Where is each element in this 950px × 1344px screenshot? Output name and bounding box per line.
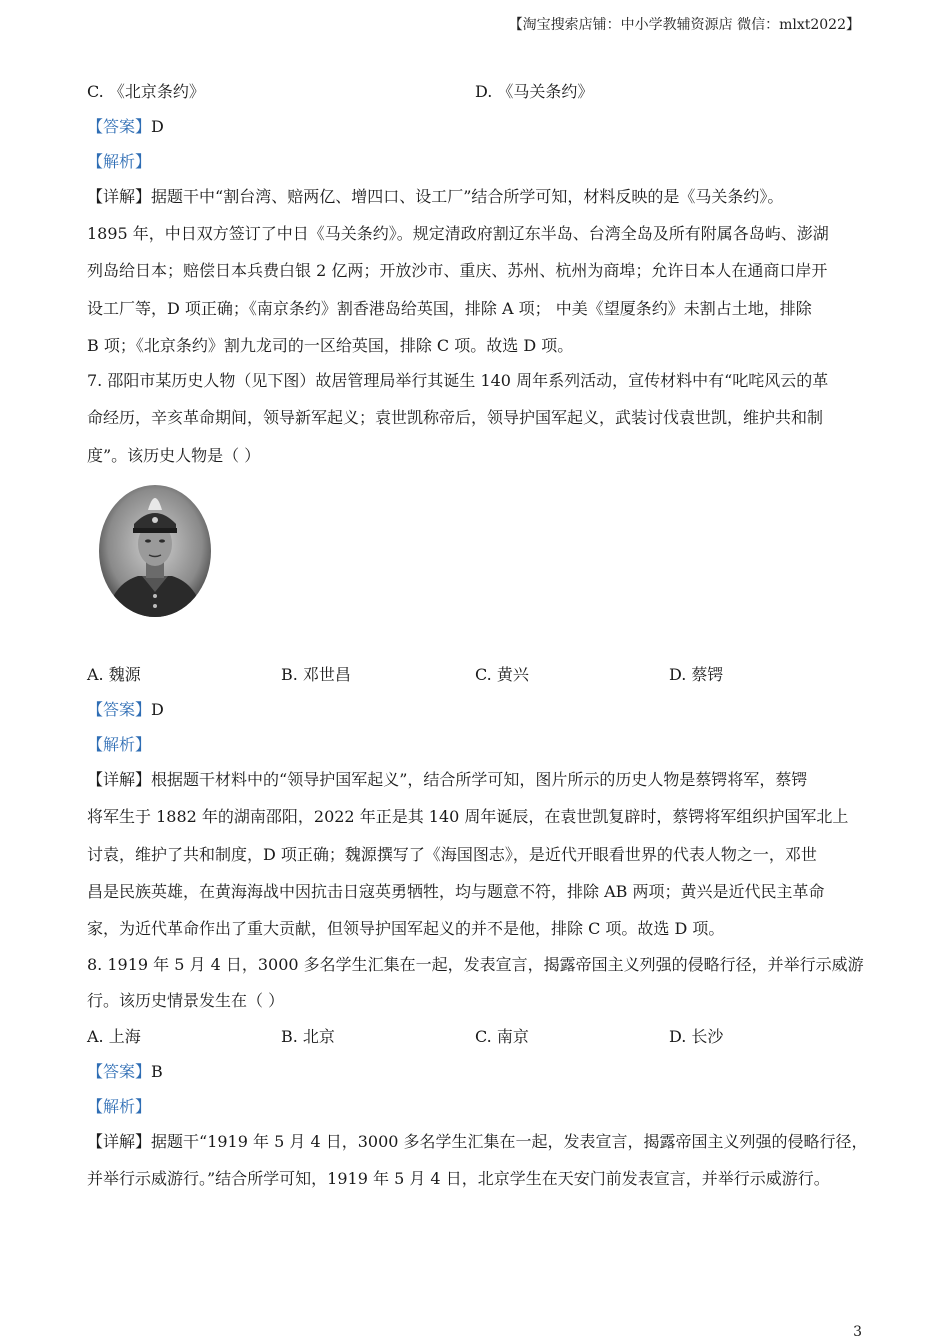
q7-detail-line: 昌是民族英雄，在黄海海战中因抗击日寇英勇牺牲，均与题意不符，排除 AB 两项；黄兴是近代民主革命: [87, 882, 825, 901]
q8-option-c: C. 南京: [475, 1027, 529, 1046]
answer-value: D: [151, 117, 164, 136]
page-number: 3: [853, 1324, 862, 1340]
q7-stem-line: 命经历，辛亥革命期间，领导新军起义；袁世凯称帝后，领导护国军起义，武装讨伐袁世凯，维护共和制: [87, 408, 824, 427]
q7-option-c: C. 黄兴: [475, 665, 529, 684]
q7-detail-line: 家，为近代革命作出了重大贡献，但领导护国军起义的并不是他，排除 C 项。故选 D 项。: [87, 919, 725, 938]
q7-answer: [87, 700, 164, 720]
q6-detail-line: 1895 年，中日双方签订了中日《马关条约》。规定清政府割辽东半岛、台湾全岛及所有附属各岛屿、澎湖: [87, 224, 829, 243]
q6-analysis-tag: 【解析】: [87, 152, 152, 171]
q7-analysis-tag: 【解析】: [87, 735, 152, 754]
q6-detail-line: 列岛给日本；赔偿日本兵费白银 2 亿两；开放沙市、重庆、苏州、杭州为商埠；允许日本人在通商口岸开: [87, 261, 828, 280]
detail-tag: 【详解】: [87, 770, 152, 789]
answer-value: B: [151, 1062, 163, 1081]
q8-option-d: D. 长沙: [669, 1027, 724, 1046]
q7-stem-line: 度”。该历史人物是（ ）: [87, 446, 261, 465]
detail-text: 据题干中“割台湾、赔两亿、增四口、设工厂”结合所学可知，材料反映的是《马关条约》。: [151, 187, 784, 206]
q8-option-b: B. 北京: [281, 1027, 335, 1046]
q7-stem-line: 7. 邵阳市某历史人物（见下图）故居管理局举行其诞生 140 周年系列活动，宣传材料中有“叱咤风云的革: [87, 371, 829, 390]
answer-tag: 【答案】: [87, 117, 152, 136]
q8-stem-line: 行。该历史情景发生在（ ）: [87, 991, 285, 1010]
q6-detail-line: 设工厂等，D 项正确；《南京条约》割香港岛给英国，排除 A 项； 中美《望厦条约》未割占土地，排除: [87, 299, 812, 318]
q7-option-a: A. 魏源: [87, 665, 141, 684]
detail-tag: 【详解】: [87, 1132, 152, 1151]
q7-option-b: B. 邓世昌: [281, 665, 351, 684]
detail-tag: 【详解】: [87, 187, 152, 206]
portrait-photo: [98, 484, 212, 618]
q6-answer: [87, 117, 164, 137]
q8-stem-line: 8. 1919 年 5 月 4 日，3000 多名学生汇集在一起，发表宣言，揭露帝国主义列强的侵略行径，并举行示威游: [87, 955, 864, 974]
answer-value: D: [151, 700, 164, 719]
q6-detail-line: B 项；《北京条约》割九龙司的一区给英国，排除 C 项。故选 D 项。: [87, 336, 574, 355]
page-header: 【淘宝搜索店铺：中小学教辅资源店 微信：mlxt2022】: [508, 17, 860, 33]
q7-detail-line: [87, 770, 807, 790]
q6-option-d: D. 《马关条约》: [475, 82, 594, 101]
q8-option-a: A. 上海: [87, 1027, 141, 1046]
q7-detail-line: 将军生于 1882 年的湖南邵阳，2022 年正是其 140 周年诞辰，在袁世凯复辟时，蔡锷将军组织护国军北上: [87, 807, 849, 826]
q7-detail-line: 讨袁，维护了共和制度，D 项正确；魏源撰写了《海国图志》，是近代开眼看世界的代表人物之一，邓世: [87, 845, 817, 864]
q8-detail-line: 并举行示威游行。”结合所学可知，1919 年 5 月 4 日，北京学生在天安门前发表宣言，并举行示威游行。: [87, 1169, 830, 1188]
detail-text: 据题干“1919 年 5 月 4 日，3000 多名学生汇集在一起，发表宣言，揭露帝国主义列强的侵略行径，: [151, 1132, 868, 1151]
q8-answer: [87, 1062, 163, 1082]
q6-option-c: C. 《北京条约》: [87, 82, 205, 101]
answer-tag: 【答案】: [87, 700, 152, 719]
q8-detail-line: [87, 1132, 868, 1152]
answer-tag: 【答案】: [87, 1062, 152, 1081]
q6-detail-line: [87, 187, 783, 207]
detail-text: 根据题干材料中的“领导护国军起义”，结合所学可知，图片所示的历史人物是蔡锷将军，蔡锷: [151, 770, 808, 789]
q7-option-d: D. 蔡锷: [669, 665, 724, 684]
q8-analysis-tag: 【解析】: [87, 1097, 152, 1116]
